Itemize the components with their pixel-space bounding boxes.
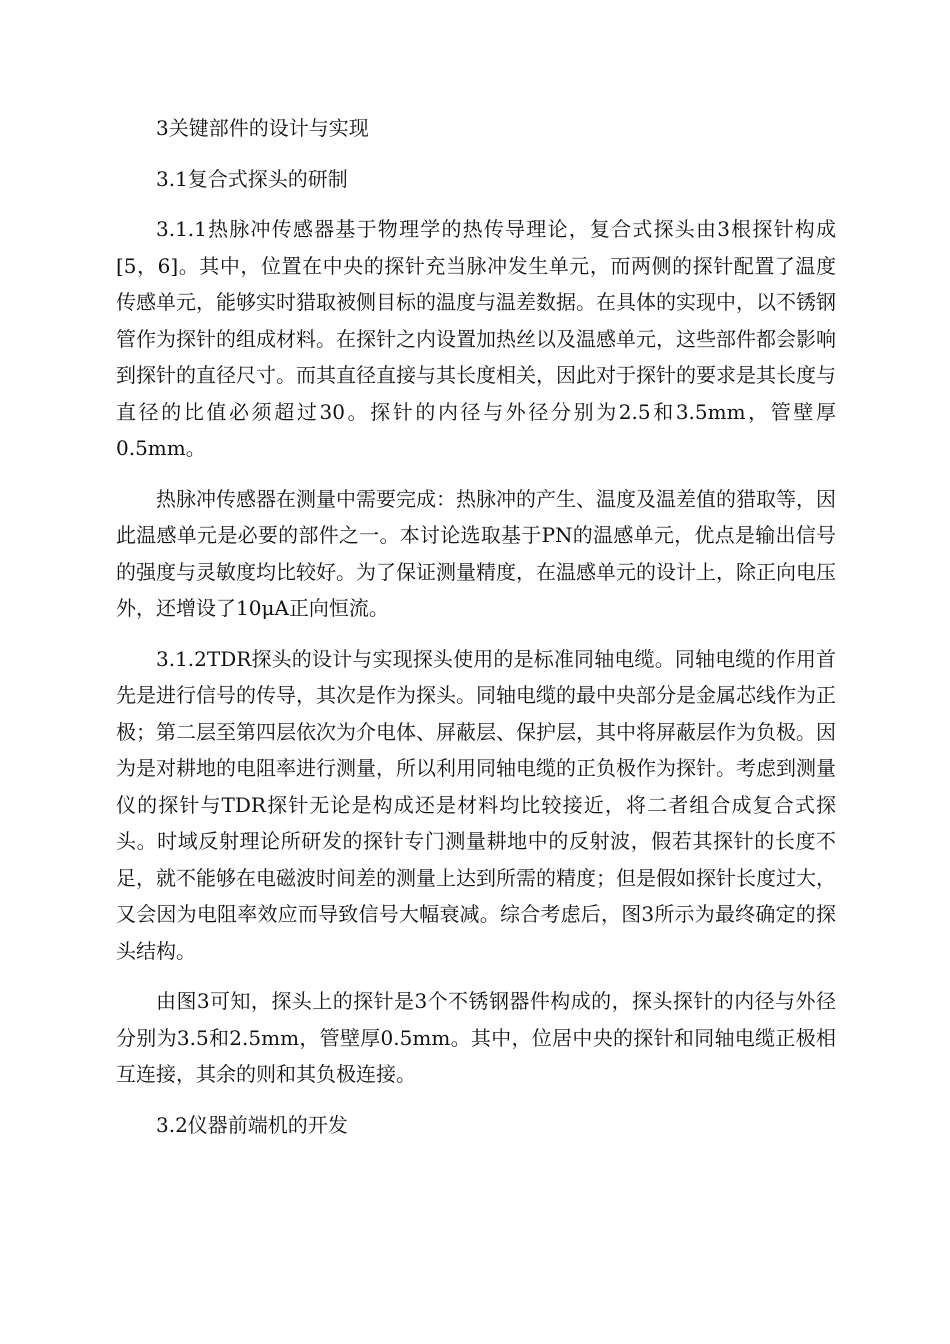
paragraph-temperature-unit: 热脉冲传感器在测量中需要完成：热脉冲的产生、温度及温差值的猎取等，因此温感单元是必要的部件之一。本讨论选取基于PN的温感单元，优点是输出信号的强度与灵敏度均比较好。为了保证测量精度，在温感单元的设计上，除正向电压外，还增设了10μA正向恒流。 <box>116 486 836 620</box>
subsection-title-3-2: 3.2仪器前端机的开发 <box>156 1112 348 1137</box>
document-body <box>116 110 836 1157</box>
paragraph-figure-3-description: 由图3可知，探头上的探针是3个不锈钢器件构成的，探头探针的内径与外径分别为3.5和2.5mm，管壁厚0.5mm。其中，位居中央的探针和同轴电缆正极相互连接，其余的则和其负极连接。 <box>116 989 836 1086</box>
subsection-title-3-1: 3.1复合式探头的研制 <box>156 166 348 191</box>
section-title: 3关键部件的设计与实现 <box>156 116 369 140</box>
paragraph-heat-pulse-sensor: 3.1.1热脉冲传感器基于物理学的热传导理论，复合式探头由3根探针构成[5，6]。其中，位置在中央的探针充当脉冲发生单元，而两侧的探针配置了温度传感单元，能够实时猎取被侧目标的温度与温差数据。在具体的实现中，以不锈钢管作为探针的组成材料。在探针之内设置加热丝以及温感单元，这些部件都会影响到探针的直径尺寸。而其直径直接与其长度相关，因此对于探针的要求是其长度与直径的比值必须超过30。探针的内径与外径分别为2.5和3.5mm，管壁厚0.5mm。 <box>116 217 836 460</box>
paragraph-tdr-probe: 3.1.2TDR探头的设计与实现探头使用的是标准同轴电缆。同轴电缆的作用首先是进行信号的传导，其次是作为探头。同轴电缆的最中央部分是金属芯线作为正极；第二层至第四层依次为介电体、屏蔽层、保护层，其中将屏蔽层作为负极。因为是对耕地的电阻率进行测量，所以利用同轴电缆的正负极作为探针。考虑到测量仪的探针与TDR探针无论是构成还是材料均比较接近，将二者组合成复合式探头。时域反射理论所研发的探针专门测量耕地中的反射波，假若其探针的长度不足，就不能够在电磁波时间差的测量上达到所需的精度；但是假如探针长度过大，又会因为电阻率效应而导致信号大幅衰减。综合考虑后，图3所示为最终确定的探头结构。 <box>116 646 836 963</box>
